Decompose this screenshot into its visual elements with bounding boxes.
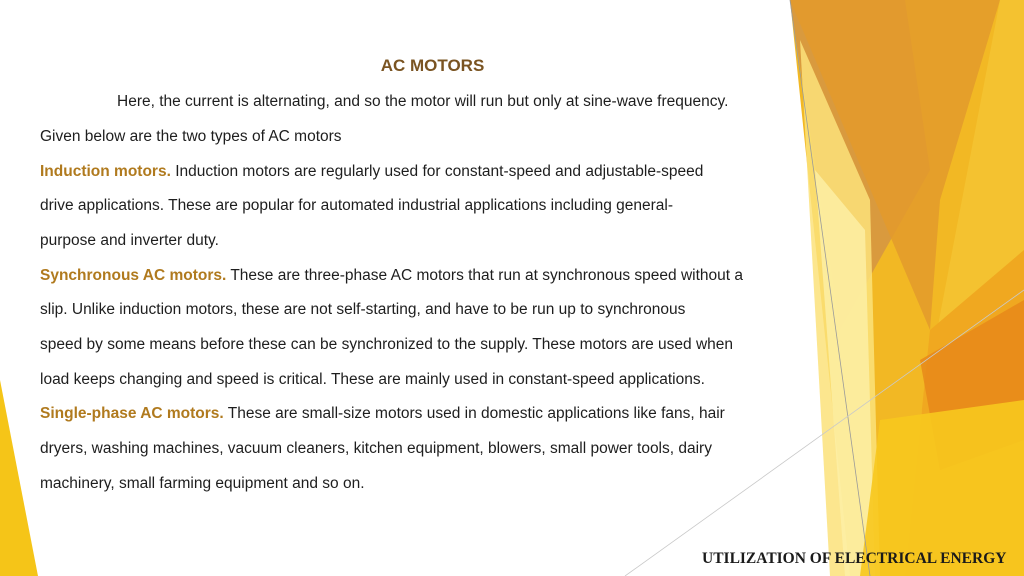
single-phase-line-1	[40, 404, 725, 424]
synchronous-line-2: slip. Unlike induction motors, these are not self-starting, and have to be run up to synchronous	[40, 301, 686, 318]
induction-text-1: Induction motors are regularly used for constant-speed and adjustable-speed	[175, 163, 704, 180]
induction-line-2: drive applications. These are popular for automated industrial applications including general-	[40, 197, 674, 214]
synchronous-line-4: load keeps changing and speed is critical. These are mainly used in constant-speed applications.	[40, 371, 705, 388]
single-phase-text-1: These are small-size motors used in domestic applications like fans, hair	[227, 405, 725, 422]
single-phase-line-3: machinery, small farming equipment and so on.	[40, 475, 365, 492]
synchronous-term: Synchronous AC motors.	[40, 267, 227, 284]
intro-text: Here, the current is alternating, and so the motor will run but only at sine-wave frequency.	[117, 93, 729, 110]
synchronous-line-1	[40, 266, 743, 286]
synchronous-text-1: These are three-phase AC motors that run at synchronous speed without a	[230, 267, 743, 284]
synchronous-line-3: speed by some means before these can be synchronized to the supply. These motors are used when	[40, 336, 734, 353]
types-intro: Given below are the two types of AC motors	[40, 128, 342, 145]
single-phase-term: Single-phase AC motors.	[40, 405, 224, 422]
induction-line-1	[40, 162, 703, 182]
single-phase-line-2: dryers, washing machines, vacuum cleaners, kitchen equipment, blowers, small power tools, dairy	[40, 440, 712, 457]
induction-line-3: purpose and inverter duty.	[40, 232, 219, 249]
footer-title: UTILIZATION OF ELECTRICAL ENERGY	[702, 550, 1007, 567]
induction-term: Induction motors.	[40, 163, 171, 180]
page-title: AC MOTORS	[380, 56, 485, 75]
